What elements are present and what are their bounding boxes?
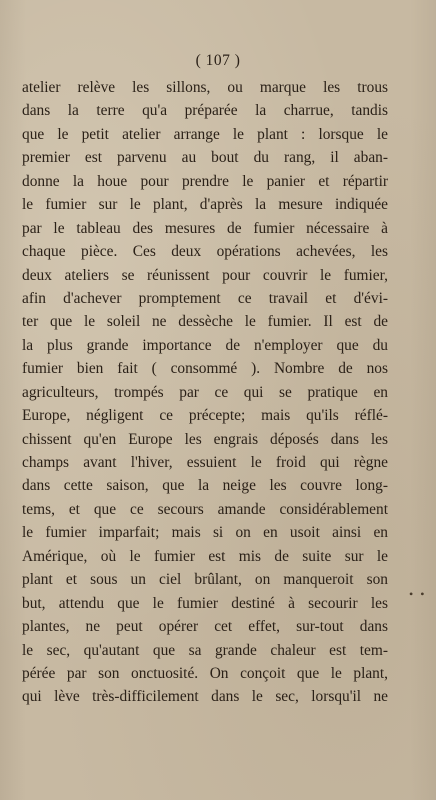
text-line: qui lève très-difficilement dans le sec, lorsqu'il ne [22, 688, 388, 706]
text-line: atelier relève les sillons, ou marque les trous [22, 79, 388, 96]
text-line: dans la terre qu'a préparée la charrue, tandis [22, 102, 388, 120]
text-line: plantes, ne peut opérer cet effet, sur-tout dans [22, 618, 388, 636]
text-line: pérée par son onctuosité. On conçoit que le plant, [22, 664, 388, 682]
page-number: ( 107 ) [195, 52, 241, 69]
text-line: agriculteurs, trompés par ce qui se pratique en [22, 383, 388, 401]
body-text [22, 76, 388, 709]
text-line: premier est parvenu au bout du rang, il aban- [22, 149, 388, 167]
text-line: que le petit atelier arrange le plant : lorsque le [22, 125, 388, 143]
text-line: le sec, qu'autant que sa grande chaleur est tem- [22, 641, 388, 659]
text-line: fumier bien fait ( consommé ). Nombre de nos [22, 360, 388, 378]
text-line: Europe, négligent ce précepte; mais qu'ils réflé- [22, 407, 388, 425]
text-line: la plus grande importance de n'employer que du [22, 336, 388, 354]
text-line: deux ateliers se réunissent pour couvrir le fumier, [22, 266, 388, 284]
text-line: le fumier imparfait; mais si on en usoit ainsi en [22, 524, 388, 542]
text-line: afin d'achever promptement ce travail et d'évi- [22, 289, 388, 307]
text-line: ter que le soleil ne dessèche le fumier. Il est de [22, 313, 388, 331]
ink-bleed-mark: • • [409, 587, 427, 601]
text-line: champs avant l'hiver, essuient le froid qui règne [22, 454, 388, 471]
text-line: plant et sous un ciel brûlant, on manqueroit son [22, 571, 388, 589]
text-line: tems, et que ce secours amande considérablement [22, 500, 388, 518]
text-line: Amérique, où le fumier est mis de suite sur le [22, 547, 388, 565]
text-line: par le tableau des mesures de fumier nécessaire à [22, 219, 388, 237]
text-line: le fumier sur le plant, d'après la mesure indiquée [22, 196, 388, 214]
text-line: dans cette saison, que la neige les couvre long- [22, 477, 388, 495]
text-line: but, attendu que le fumier destiné à secourir les [22, 594, 388, 612]
text-line: donne la houe pour prendre le panier et répartir [22, 172, 388, 190]
text-line: chissent qu'en Europe les engrais déposés dans les [22, 430, 388, 448]
text-line: chaque pièce. Ces deux opérations achevées, les [22, 243, 388, 261]
